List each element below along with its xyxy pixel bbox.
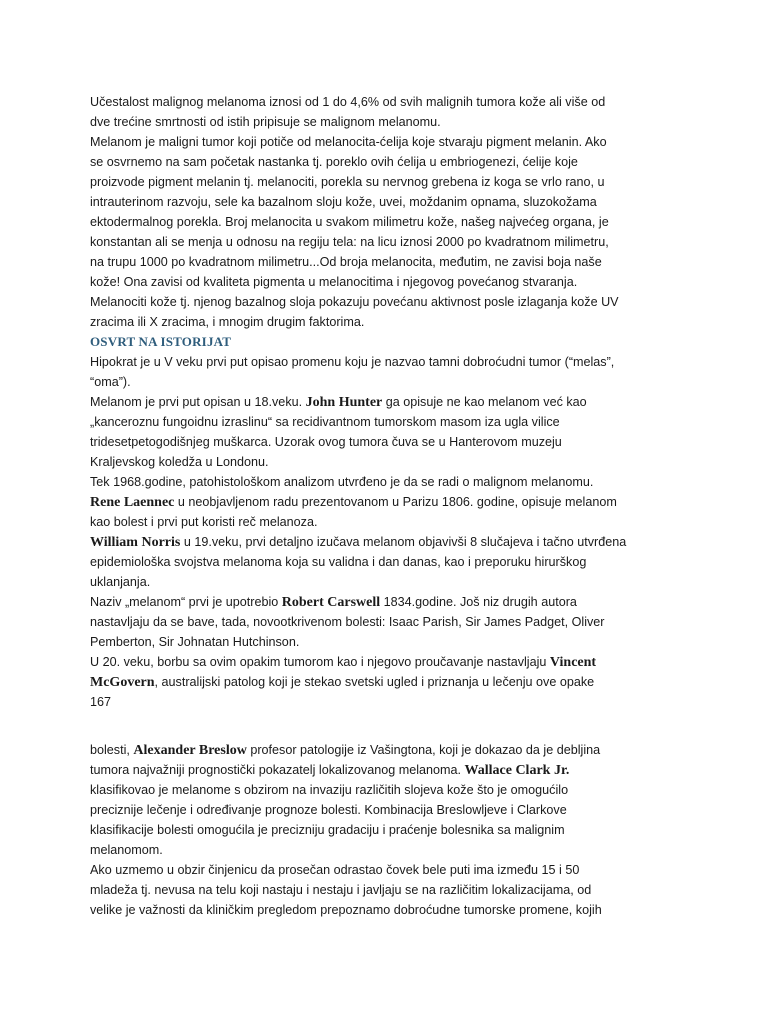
text-line bbox=[90, 152, 650, 172]
text-line bbox=[90, 592, 650, 612]
text-run: kao bolest i prvi put koristi reč melanoza. bbox=[90, 515, 318, 529]
text-line bbox=[90, 760, 650, 780]
text-run: Naziv „melanom“ prvi je upotrebio bbox=[90, 595, 282, 609]
text-run: tumora najvažniji prognostički pokazatelj lokalizovanog melanoma. bbox=[90, 763, 465, 777]
text-line bbox=[90, 332, 650, 352]
text-run: se osvrnemo na sam početak nastanka tj. poreklo ovih ćelija u embriogenezi, ćelije koje bbox=[90, 155, 578, 169]
text-line bbox=[90, 472, 650, 492]
text-run: klasifikovao je melanome s obzirom na invaziju različitih slojeva kože što je omogućilo bbox=[90, 783, 569, 797]
text-line bbox=[90, 820, 650, 840]
text-line bbox=[90, 292, 650, 312]
text-line bbox=[90, 552, 650, 572]
text-run: dve trećine smrtnosti od istih pripisuje se malignom melanomu. bbox=[90, 115, 441, 129]
text-run: Pemberton, Sir Johnatan Hutchinson. bbox=[90, 635, 300, 649]
text-line bbox=[90, 672, 650, 692]
text-run: kože! Ona zavisi od kvaliteta pigmenta u melanocitima i njegovog povećanog stvaranja. bbox=[90, 275, 578, 289]
author-name: William Norris bbox=[90, 535, 181, 550]
text-line bbox=[90, 512, 650, 532]
text-run: profesor patologije iz Vašingtona, koji je dokazao da je debljina bbox=[246, 743, 601, 757]
author-name: McGovern bbox=[90, 675, 155, 690]
text-line bbox=[90, 492, 650, 512]
text-run: velike je važnosti da kliničkim pregledom prepoznamo dobroćudne tumorske promene, kojih bbox=[90, 903, 602, 917]
text-line bbox=[90, 432, 650, 452]
text-line bbox=[90, 632, 650, 652]
text-run: preciznije lečenje i određivanje prognoze bolesti. Kombinacija Breslowljeve i Clarkove bbox=[90, 803, 567, 817]
text-run: ga opisuje ne kao melanom već kao bbox=[382, 395, 587, 409]
text-line bbox=[90, 252, 650, 272]
text-line bbox=[90, 880, 650, 900]
text-line bbox=[90, 212, 650, 232]
text-run: intrauterinom razvoju, sele ka bazalnom sloju kože, uvei, moždanim opnama, sluzokožama bbox=[90, 195, 597, 209]
text-line bbox=[90, 652, 650, 672]
text-line bbox=[90, 112, 650, 132]
text-run: , australijski patolog koji je stekao svetski ugled i priznanja u lečenju ove opake bbox=[154, 675, 595, 689]
text-line bbox=[90, 232, 650, 252]
text-run: Melanom je maligni tumor koji potiče od melanocita-ćelija koje stvaraju pigment melanin. Ako bbox=[90, 135, 607, 149]
text-run: “oma”). bbox=[90, 375, 131, 389]
text-line bbox=[90, 860, 650, 880]
author-name: Rene Laennec bbox=[90, 495, 175, 510]
author-name: Robert Carswell bbox=[281, 595, 381, 610]
text-line bbox=[90, 840, 650, 860]
text-line bbox=[90, 392, 650, 412]
text-run: na trupu 1000 po kvadratnom milimetru...Od broja melanocita, međutim, ne zavisi boja naše bbox=[90, 255, 602, 269]
author-name: Vincent bbox=[549, 655, 597, 670]
text-run: proizvode pigment melanin tj. melanociti, porekla su nervnog grebena iz koga se vrlo rano, u bbox=[90, 175, 605, 189]
text-run: U 20. veku, borbu sa ovim opakim tumorom kao i njegovo proučavanje nastavljaju bbox=[90, 655, 550, 669]
text-line bbox=[90, 132, 650, 152]
text-run: Kraljevskog koledža u Londonu. bbox=[90, 455, 269, 469]
text-line bbox=[90, 172, 650, 192]
text-line bbox=[90, 272, 650, 292]
text-run: 1834.godine. Još niz drugih autora bbox=[380, 595, 577, 609]
text-run: „kanceroznu fungoidnu izraslinu“ sa recidivantnom tumorskom masom iza ugla vilice bbox=[90, 415, 560, 429]
text-run: Učestalost malignog melanoma iznosi od 1 do 4,6% od svih malignih tumora kože ali više od bbox=[90, 95, 606, 109]
text-line bbox=[90, 312, 650, 332]
text-line bbox=[90, 612, 650, 632]
text-line bbox=[90, 92, 650, 112]
author-name: Alexander Breslow bbox=[133, 743, 247, 758]
text-line bbox=[90, 192, 650, 212]
text-line bbox=[90, 452, 650, 472]
text-run: nastavljaju da se bave, tada, novootkrivenom bolesti: Isaac Parish, Sir James Padget, Oliver bbox=[90, 615, 605, 629]
text-line bbox=[90, 740, 650, 760]
text-line bbox=[90, 692, 650, 712]
text-run: tridesetpetogodišnjeg muškarca. Uzorak ovog tumora čuva se u Hanterovom muzeju bbox=[90, 435, 562, 449]
text-line bbox=[90, 412, 650, 432]
author-name: Wallace Clark Jr. bbox=[464, 763, 570, 778]
text-run: Tek 1968.godine, patohistološkom analizom utvrđeno je da se radi o malignom melanomu. bbox=[90, 475, 594, 489]
text-run: melanomom. bbox=[90, 843, 163, 857]
text-line bbox=[90, 900, 650, 920]
text-run: Melanom je prvi put opisan u 18.veku. bbox=[90, 395, 306, 409]
text-run: klasifikacije bolesti omogućila je precizniju gradaciju i praćenje bolesnika sa malignim bbox=[90, 823, 565, 837]
text-run: Ako uzmemo u obzir činjenicu da prosečan odrastao čovek bele puti ima između 15 i 50 bbox=[90, 863, 580, 877]
text-line bbox=[90, 572, 650, 592]
text-line bbox=[90, 372, 650, 392]
text-line bbox=[90, 352, 650, 372]
text-line bbox=[90, 800, 650, 820]
text-line bbox=[90, 532, 650, 552]
text-run: Hipokrat je u V veku prvi put opisao promenu koju je nazvao tamni dobroćudni tumor (“melas”, bbox=[90, 355, 615, 369]
text-run: bolesti, bbox=[90, 743, 134, 757]
text-run: Melanociti kože tj. njenog bazalnog sloja pokazuju povećanu aktivnost posle izlaganja kože UV bbox=[90, 295, 619, 309]
author-name: John Hunter bbox=[305, 395, 383, 410]
text-run: uklanjanja. bbox=[90, 575, 151, 589]
text-run: ektodermalnog porekla. Broj melanocita u svakom milimetru kože, našeg najvećeg organa, je bbox=[90, 215, 609, 229]
text-run: konstantan ali se menja u odnosu na regiju tela: na licu iznosi 2000 po kvadratnom milimetru, bbox=[90, 235, 609, 249]
text-run: u 19.veku, prvi detaljno izučava melanom objavivši 8 slučajeva i tačno utvrđena bbox=[180, 535, 627, 549]
text-run: epidemiološka svojstva melanoma koja su validna i dan danas, kao i preporuku hirurškog bbox=[90, 555, 587, 569]
text-line bbox=[90, 780, 650, 800]
page-text-top bbox=[90, 92, 650, 712]
text-run: mladeža tj. nevusa na telu koji nastaju i nestaju i javljaju se na različitim lokalizacijama, od bbox=[90, 883, 592, 897]
page-text-bottom bbox=[90, 740, 650, 920]
text-run: 167 bbox=[90, 695, 112, 709]
text-run: zracima ili X zracima, i mnogim drugim faktorima. bbox=[90, 315, 365, 329]
section-heading: OSVRT NA ISTORIJAT bbox=[90, 334, 232, 349]
text-run: u neobjavljenom radu prezentovanom u Parizu 1806. godine, opisuje melanom bbox=[174, 495, 617, 509]
